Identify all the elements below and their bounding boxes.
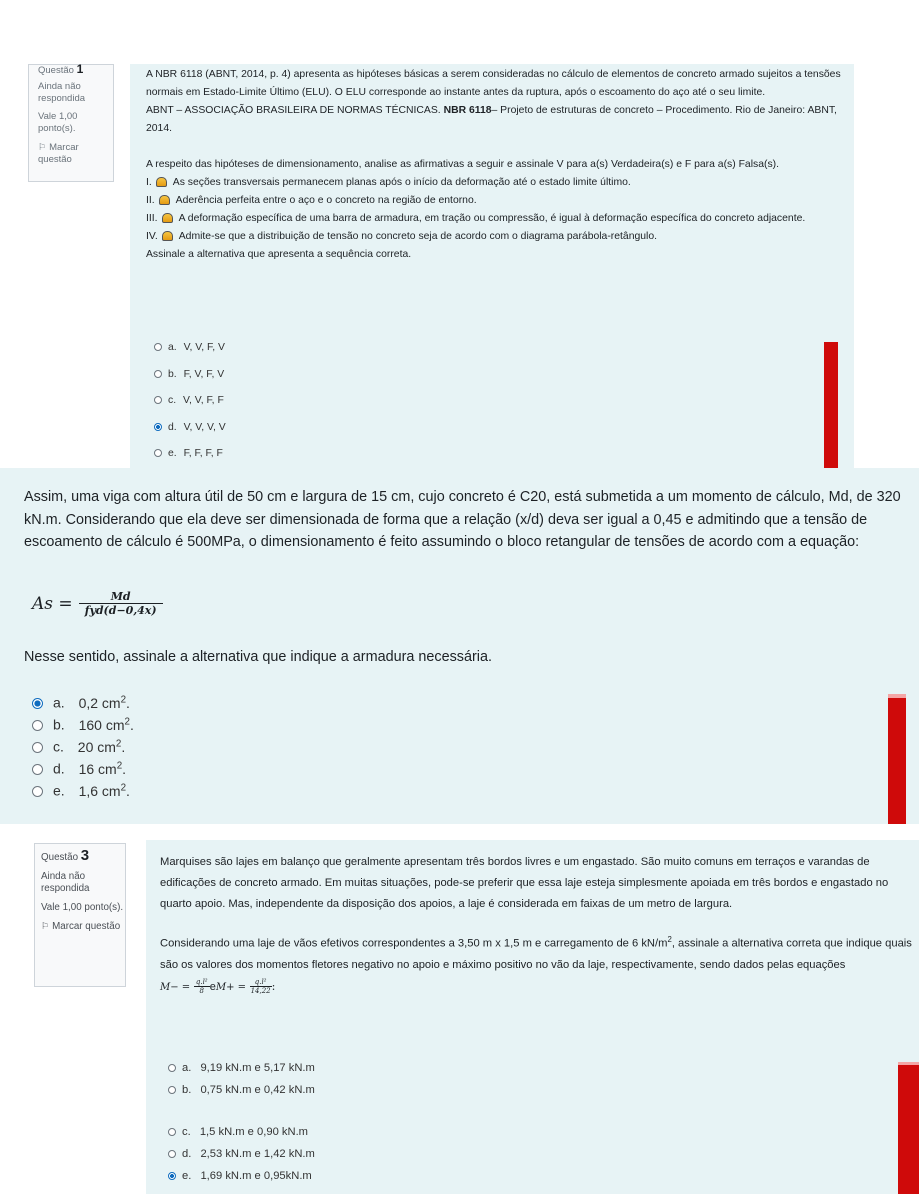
radio-button[interactable]	[32, 786, 43, 797]
radio-button[interactable]	[168, 1086, 176, 1094]
question-status: Ainda não respondida	[38, 81, 86, 104]
statement-number: I.	[146, 177, 152, 188]
flag-question-link[interactable]: ⚐ Marcar questão	[38, 142, 79, 165]
question-3-info-box	[34, 843, 126, 987]
question-2-answers	[32, 694, 332, 804]
answer-option-e[interactable]	[32, 782, 332, 804]
answer-option-d[interactable]	[168, 1148, 468, 1170]
option-letter: b.	[182, 1084, 192, 1096]
option-letter: e.	[168, 448, 177, 459]
statements-list	[146, 174, 842, 246]
option-text: 2,53 kN.m e 1,42 kN.m	[200, 1148, 315, 1160]
statement-text: A deformação específica de uma barra de armadura, em tração ou compressão, é igual à deformação específica do concreto adjacente.	[178, 213, 806, 224]
statement-item	[146, 192, 842, 210]
flag-icon: ⚐	[41, 921, 50, 931]
question-3-answers	[168, 1062, 468, 1192]
option-text: 160 $cm^2$.	[78, 716, 134, 733]
emoji-icon	[156, 177, 167, 187]
answer-option-b[interactable]	[154, 369, 454, 396]
option-letter: a.	[168, 342, 177, 353]
option-text: V, V, V, V	[183, 421, 226, 433]
question-number: Questão 1	[38, 62, 84, 76]
question-instruction: Nesse sentido, assinale a alternativa que indique a armadura necessária.	[24, 649, 492, 665]
answer-option-b[interactable]	[32, 716, 332, 738]
statement-text: Admite-se que a distribuição de tensão no concreto seja de acordo com o diagrama parábola-retângulo.	[178, 231, 658, 242]
question-1-scroll-marker[interactable]	[824, 342, 838, 468]
question-1-answers	[154, 342, 454, 475]
question-1-left-strip	[3, 64, 12, 468]
formula-as: As = Md fyd(d−0,4x)	[32, 590, 163, 617]
question-grade: Vale 1,00 ponto(s).	[38, 111, 78, 134]
radio-button[interactable]	[168, 1172, 176, 1180]
emoji-icon	[159, 195, 170, 205]
radio-button[interactable]	[154, 343, 162, 351]
answer-option-e[interactable]	[168, 1170, 468, 1192]
answer-option-a[interactable]	[168, 1062, 468, 1084]
statement-item	[146, 210, 842, 228]
question-reference: ABNT – ASSOCIAÇÃO BRASILEIRA DE NORMAS TÉCNICAS. NBR 6118– Projeto de estruturas de concreto – Procedimento. Rio de Janeiro: ABNT, 2014.	[146, 105, 837, 134]
option-letter: b.	[168, 368, 177, 380]
question-paragraph-2: Considerando uma laje de vãos efetivos correspondentes a 3,50 m x 1,5 m e carregamento de 6 $kN/m^2$, assinale a alternativa correta que indique quais são os valores dos momentos fletores negativo no apoio e máximo positivo no vão da laje, respectivamente, sendo dados pelas equações M− = $\frac{\text{q.l²}}{8}$ eM+ = $\frac{\text{q.l²}}{14,22}$ :	[160, 935, 912, 996]
answer-option-a[interactable]	[32, 694, 332, 716]
statement-item	[146, 228, 842, 246]
radio-button[interactable]	[154, 423, 162, 431]
statement-number: IV.	[146, 231, 158, 242]
option-text: F, F, F, F	[183, 448, 223, 459]
answer-option-d[interactable]	[154, 422, 454, 449]
option-text: 1,6 $cm^2$.	[78, 782, 130, 799]
question-3-text	[160, 852, 912, 998]
option-letter: c.	[53, 738, 64, 755]
flag-icon: ⚐	[38, 142, 47, 152]
statement-text: Aderência perfeita entre o aço e o concreto na região de entorno.	[175, 195, 477, 206]
radio-button[interactable]	[32, 742, 43, 753]
answer-option-c[interactable]	[32, 738, 332, 760]
option-text: F, V, F, V	[183, 368, 225, 380]
radio-button[interactable]	[32, 698, 43, 709]
option-text: 1,69 kN.m e 0,95kN.m	[200, 1170, 312, 1182]
option-text: V, V, F, F	[182, 395, 224, 406]
option-text: 1,5 kN.m e 0,90 kN.m	[199, 1126, 308, 1138]
answer-option-c[interactable]	[154, 395, 454, 422]
radio-button[interactable]	[154, 370, 162, 378]
option-letter: b.	[53, 716, 65, 733]
moment-equations: M− = $\frac{\text{q.l²}}{8}$ eM+ = $\frac{\text{q.l²}}{14,22}$ :	[160, 978, 276, 996]
statement-number: II.	[146, 195, 155, 206]
radio-button[interactable]	[168, 1064, 176, 1072]
answer-option-d[interactable]	[32, 760, 332, 782]
formula-fraction: Md fyd(d−0,4x)	[79, 590, 163, 617]
option-text: 0,75 kN.m e 0,42 kN.m	[200, 1084, 315, 1096]
fraction-1: $\frac{\text{q.l²}}{8}$	[194, 978, 210, 995]
statement-item	[146, 174, 842, 192]
option-text: 16 $cm^2$.	[78, 760, 127, 777]
question-prompt: A respeito das hipóteses de dimensionamento, analise as afirmativas a seguir e assinale V para a(s) Verdadeira(s) e F para a(s) Falsa(s).	[146, 159, 779, 170]
question-status: Ainda não respondida	[41, 870, 90, 894]
question-closing: Assinale a alternativa que apresenta a sequência correta.	[146, 249, 412, 260]
flag-question-link[interactable]: ⚐ Marcar questão	[41, 921, 121, 932]
question-1-text	[146, 66, 842, 264]
question-3-scroll-marker[interactable]	[898, 1062, 919, 1194]
answer-option-a[interactable]	[154, 342, 454, 369]
option-letter: a.	[182, 1062, 192, 1074]
radio-button[interactable]	[154, 449, 162, 457]
radio-button[interactable]	[168, 1128, 176, 1136]
option-text: 0,2 $cm^2$.	[78, 694, 130, 711]
emoji-icon	[162, 213, 173, 223]
option-letter: d.	[182, 1148, 192, 1160]
option-text: 20 $cm^2$.	[77, 738, 126, 755]
question-2-text	[24, 486, 904, 554]
fraction-2: $\frac{\text{q.l²}}{14,22}$	[250, 978, 271, 996]
radio-button[interactable]	[168, 1150, 176, 1158]
option-text: V, V, F, V	[183, 342, 225, 353]
question-paragraph: Marquises são lajes em balanço que geralmente apresentam três bordos livres e um engastado. São muito comuns em terraços e varandas de edificações de concreto armado. Em muitas situações, pode-se preferir que essa laje esteja simplesmente apoiada em três bordos e engastado no quarto apoio. Mas, independente da disposição dos apoios, a laje é considerada em faixas de um metro de largura.	[160, 856, 889, 910]
answer-option-c[interactable]	[168, 1126, 468, 1148]
option-letter: c.	[168, 395, 177, 406]
statement-text: As seções transversais permanecem planas após o início da deformação até o estado limite último.	[172, 177, 631, 188]
question-statement: Assim, uma viga com altura útil de 50 cm e largura de 15 cm, cujo concreto é C20, está submetida a um momento de cálculo, Md, de 320 kN.m. Considerando que ela deve ser dimensionada de forma que a relação (x/d) deva ser igual a 0,45 e admitindo que a tensão de escoamento de cálculo é 500MPa, o dimensionamento é feito assumindo o bloco retangular de tensões de acordo com a equação:	[24, 489, 901, 550]
option-letter: a.	[53, 694, 65, 711]
question-grade: Vale 1,00 ponto(s).	[41, 901, 124, 913]
question-1-info-box	[28, 64, 114, 182]
option-letter: d.	[53, 760, 65, 777]
radio-button[interactable]	[32, 720, 43, 731]
radio-button[interactable]	[32, 764, 43, 775]
answer-option-b[interactable]	[168, 1084, 468, 1106]
option-letter: d.	[168, 421, 177, 433]
option-letter: e.	[53, 782, 65, 799]
option-letter: c.	[182, 1126, 191, 1138]
option-letter: e.	[182, 1170, 192, 1182]
radio-button[interactable]	[154, 396, 162, 404]
option-text: 9,19 kN.m e 5,17 kN.m	[200, 1062, 315, 1074]
question-paragraph: A NBR 6118 (ABNT, 2014, p. 4) apresenta as hipóteses básicas a serem consideradas no cálculo de elementos de concreto armado sujeitos a tensões normais em Estado-Limite Último (ELU). O ELU corresponde ao instante antes da ruptura, após o escoamento do aço até o seu limite.	[146, 69, 841, 98]
question-number: Questão 3	[41, 847, 90, 864]
question-2-scroll-marker[interactable]	[888, 694, 906, 824]
statement-number: III.	[146, 213, 158, 224]
emoji-icon	[162, 231, 173, 241]
